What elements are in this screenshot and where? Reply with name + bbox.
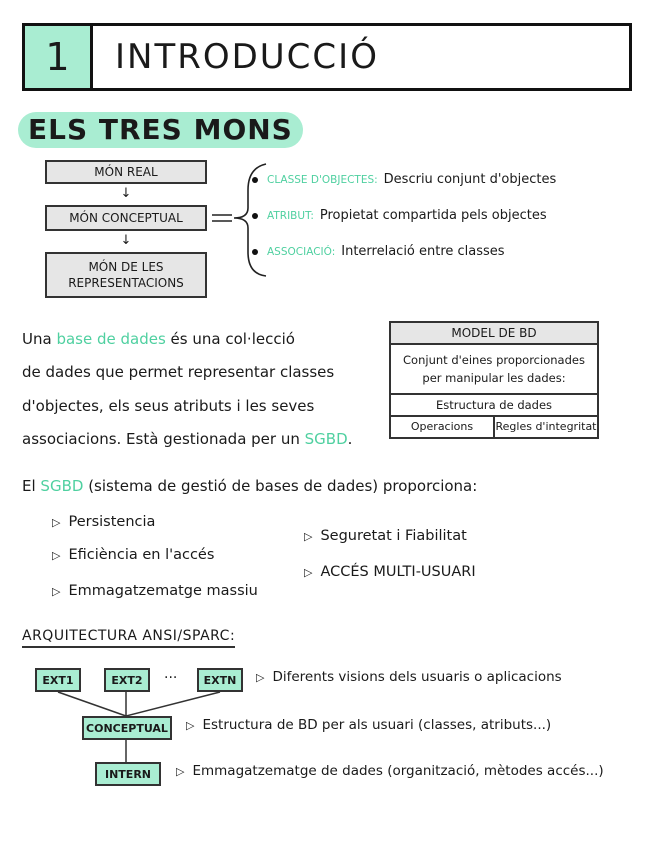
ext1-box: EXT1 [35,668,81,692]
world-real-box: MÓN REAL [45,160,207,184]
text: El [22,477,41,495]
triangle-icon: ▷ [52,584,61,598]
term-sgbd: SGBD [304,430,348,448]
concept-term: CLASSE D'OBJECTES: [267,173,378,186]
concept-definition: Interrelació entre classes [341,244,505,259]
concept-term: ATRIBUT: [267,209,314,222]
external-description [256,669,562,685]
model-integrity: Regles d'integritat [493,417,597,437]
term-base-de-dades: base de dades [56,330,166,348]
feature-label: Emmagatzematge massiu [68,583,258,599]
paragraph-line: d'objectes, els seus atributs i les seves [22,397,315,415]
architecture-title: ARQUITECTURA ANSI/SPARC: [22,628,235,648]
section-title: ELS TRES MONS [18,112,303,148]
concept-term: ASSOCIACIÓ: [267,245,336,258]
conceptual-description [186,717,551,733]
text: . [347,430,353,448]
model-title: MODEL DE BD [391,323,597,345]
feature-label: Persistencia [68,514,156,530]
model-description-line: Conjunt d'eines proporcionades [403,353,585,367]
intern-box: INTERN [95,762,161,786]
chapter-number: 1 [25,26,93,88]
chapter-title: INTRODUCCIÓ [115,37,379,77]
world-representations-line1: MÓN DE LES [88,260,164,274]
conceptual-box: CONCEPTUAL [82,716,172,740]
text: és una col·lecció [165,330,295,348]
triangle-icon: ▷ [304,529,313,543]
intern-description [176,763,604,779]
text: Una [22,330,57,348]
triangle-icon: ▷ [52,515,61,529]
arrow-down-icon: ↓ [120,186,132,201]
description-text: Emmagatzematge de dades (organització, mètodes accés...) [192,763,604,779]
text: (sistema de gestió de bases de dades) proporciona: [83,477,478,495]
feature-label: Seguretat i Fiabilitat [320,528,467,544]
model-structure: Estructura de dades [391,395,597,417]
model-description-line: per manipular les dades: [422,371,566,385]
feature-label: ACCÉS MULTI-USUARI [320,564,476,580]
arrow-down-icon: ↓ [120,233,132,248]
model-operations: Operacions [410,420,474,433]
triangle-icon: ▷ [176,764,185,778]
description-text: Diferents visions dels usuaris o aplicacions [272,669,562,685]
triangle-icon: ▷ [52,548,61,562]
text: associacions. Està gestionada per un [22,430,305,448]
world-representations-line2: REPRESENTACIONS [68,276,184,290]
world-conceptual-box: MÓN CONCEPTUAL [45,205,207,231]
triangle-icon: ▷ [304,565,313,579]
ellipsis: ··· [164,670,178,686]
feature-label: Eficiència en l'accés [68,547,215,563]
description-text: Estructura de BD per als usuari (classes, atributs...) [202,717,552,733]
triangle-icon: ▷ [256,670,265,684]
triangle-icon: ▷ [186,718,195,732]
concept-definition: Descriu conjunt d'objectes [383,172,557,187]
concept-definition: Propietat compartida pels objectes [319,208,547,223]
ext2-box: EXT2 [104,668,150,692]
extn-box: EXTN [197,668,243,692]
paragraph-line: de dades que permet representar classes [22,363,335,381]
term-sgbd: SGBD [40,477,84,495]
